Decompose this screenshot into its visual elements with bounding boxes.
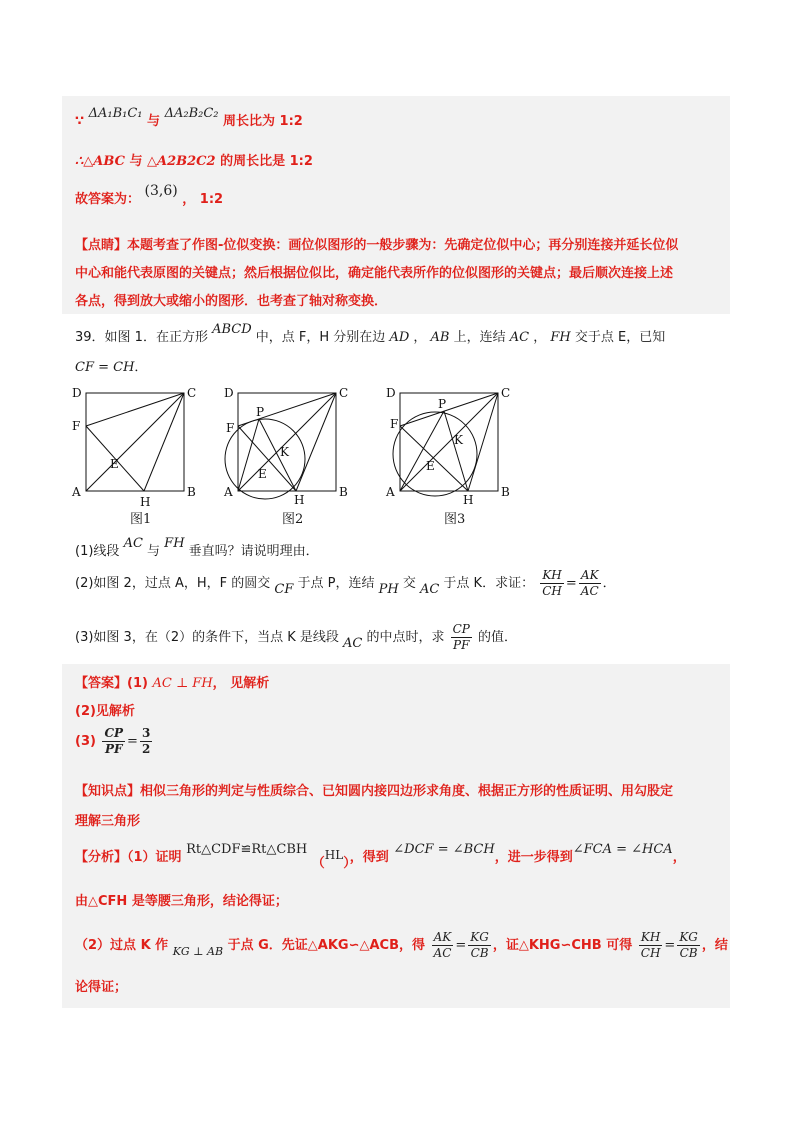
answer-label: 故答案为： bbox=[75, 192, 141, 207]
analysis-p2-b: 于点 G．先证△AKG∽△ACB，得 bbox=[223, 938, 430, 953]
q1-text-b: 与 bbox=[142, 544, 165, 559]
analysis-text-a: （1）证明 bbox=[127, 850, 182, 865]
answer-3-index: (3) bbox=[75, 734, 101, 749]
fig3-label-a: A bbox=[386, 485, 395, 499]
sep-1: ， bbox=[409, 330, 431, 345]
analysis-fraction-ak-ac bbox=[432, 930, 454, 961]
segment-ac: AC bbox=[509, 330, 530, 345]
analysis-p2-a: （2）过点 K 作 bbox=[75, 938, 173, 953]
fig2-label-p: P bbox=[256, 405, 265, 419]
q2-frac2-num: AK bbox=[579, 568, 601, 584]
fig1-label-f: F bbox=[72, 419, 81, 433]
note-line-3: 各点，得到放大或缩小的图形．也考查了轴对称变换． bbox=[75, 294, 388, 309]
q3-segment-ac: AC bbox=[343, 636, 363, 651]
analysis-fraction-kg-cb bbox=[468, 930, 491, 961]
q1-text-a: (1)线段 bbox=[75, 544, 124, 559]
q2-frac1-num: KH bbox=[540, 568, 564, 584]
problem-number: 39． bbox=[75, 330, 105, 345]
analysis-line-3 bbox=[75, 930, 728, 961]
figure-3-caption: 图3 bbox=[444, 512, 466, 527]
answer-line bbox=[75, 183, 224, 207]
triangle-a2b2c2: △A2B2C2 bbox=[147, 154, 216, 169]
analysis-frac3-den: CH bbox=[640, 946, 661, 960]
analysis-perpendicular: KG ⊥ AB bbox=[172, 945, 224, 958]
answer-3-fraction-left bbox=[102, 726, 125, 757]
fig3-label-e: E bbox=[426, 459, 435, 473]
answer-3-value-num: 3 bbox=[141, 726, 151, 740]
q2-text-b: 于点 P，连结 bbox=[293, 576, 379, 591]
question-2 bbox=[75, 568, 616, 599]
perimeter-ratio-text: 的周长比是 1:2 bbox=[215, 154, 313, 169]
fig3-label-b: B bbox=[501, 485, 510, 499]
intro-text-d: 交于点 E，已知 bbox=[570, 330, 666, 345]
q3-frac-den: PF bbox=[453, 638, 470, 652]
segment-fh: FH bbox=[550, 330, 571, 345]
fig1-label-d: D bbox=[72, 386, 82, 400]
knowledge-line-2: 理解三角形 bbox=[75, 814, 141, 829]
figure-3 bbox=[380, 380, 520, 510]
answer-3-num: CP bbox=[104, 726, 124, 740]
q2-segment-ac: AC bbox=[419, 582, 440, 597]
question-1 bbox=[75, 536, 319, 559]
given-line bbox=[75, 356, 147, 375]
q3-text-c: 的值． bbox=[473, 630, 518, 645]
analysis-paren-open: （ bbox=[311, 856, 325, 871]
analysis-frac4-den: CB bbox=[679, 946, 698, 960]
note-line-1: 【点睛】本题考查了作图-位似变换：画位似图形的一般步骤为：先确定位似中心；再分别连接并延长位似 bbox=[75, 238, 679, 253]
note-line-2: 中心和能代表原图的关键点；然后根据位似比，确定能代表所作的位似图形的关键点；最后顺次连接上述 bbox=[75, 266, 674, 281]
given-equation: CF = CH bbox=[75, 360, 135, 375]
analysis-equals-1: = bbox=[455, 938, 467, 953]
fig3-label-c: C bbox=[501, 386, 511, 400]
given-end: ． bbox=[134, 360, 148, 375]
q2-end: ． bbox=[602, 576, 616, 591]
answer-point: (3,6) bbox=[144, 183, 178, 199]
q2-text-d: 于点 K．求证： bbox=[439, 576, 535, 591]
figure-2-caption: 图2 bbox=[282, 512, 304, 527]
because-symbol: ∵ bbox=[75, 114, 85, 129]
q2-segment-cf: CF bbox=[274, 582, 294, 597]
side-ad: AD bbox=[389, 330, 410, 345]
fig1-label-h: H bbox=[140, 495, 151, 509]
side-ab: AB bbox=[430, 330, 450, 345]
fig3-label-k: K bbox=[454, 433, 463, 447]
q2-equals: = bbox=[565, 576, 577, 591]
triangle-2: ΔA₂B₂C₂ bbox=[164, 106, 219, 121]
ratio-text: 周长比为 1:2 bbox=[223, 114, 303, 129]
q1-text-c: 垂直吗？请说明理由． bbox=[184, 544, 319, 559]
question-3 bbox=[75, 622, 517, 653]
q1-segment-fh: FH bbox=[164, 536, 185, 551]
analysis-equals-2: = bbox=[664, 938, 676, 953]
intro-text-b: 中，点 F，H 分别在边 bbox=[251, 330, 390, 345]
analysis-angle-2: ∠FCA = ∠HCA bbox=[572, 842, 673, 857]
q2-frac1-den: CH bbox=[542, 584, 562, 598]
analysis-fraction-kh-ch bbox=[639, 930, 663, 961]
figure-1-caption: 图1 bbox=[130, 512, 152, 527]
analysis-frac2-num: KG bbox=[470, 930, 489, 944]
problem-intro bbox=[75, 322, 666, 345]
analysis-text-b: ，得到 bbox=[349, 850, 389, 865]
q2-frac2-den: AC bbox=[580, 584, 599, 598]
fig1-label-b: B bbox=[187, 485, 196, 499]
fig2-label-c: C bbox=[339, 386, 349, 400]
analysis-paren-close: ） bbox=[343, 856, 350, 871]
analysis-frac4-num: KG bbox=[679, 930, 698, 944]
fig2-label-a: A bbox=[224, 485, 233, 499]
q2-fraction-ak-ac bbox=[579, 568, 601, 599]
intro-text-a: 如图 1．在正方形 bbox=[104, 330, 213, 345]
q2-text-a: (2)如图 2，过点 A，H，F 的圆交 bbox=[75, 576, 275, 591]
q3-frac-num: CP bbox=[452, 622, 470, 636]
q2-segment-ph: PH bbox=[378, 582, 399, 597]
triangle-1: ΔA₁B₁C₁ bbox=[88, 106, 143, 121]
fig2-label-f: F bbox=[226, 421, 235, 435]
answer-2: (2)见解析 bbox=[75, 704, 135, 719]
answer-3-den: PF bbox=[104, 742, 123, 756]
answer-1-index: (1) bbox=[127, 676, 153, 691]
fig2-label-b: B bbox=[339, 485, 348, 499]
q1-segment-ac: AC bbox=[123, 536, 143, 551]
sep-2: ， bbox=[529, 330, 551, 345]
analysis-heading: 【分析】 bbox=[75, 850, 128, 865]
ratio-line bbox=[75, 106, 303, 129]
figure-1 bbox=[66, 380, 206, 510]
intro-text-c: 上，连结 bbox=[449, 330, 510, 345]
fig3-label-p: P bbox=[438, 397, 447, 411]
fig1-label-a: A bbox=[72, 485, 81, 499]
answer-heading: 【答案】 bbox=[75, 676, 128, 691]
with-text: 与 bbox=[147, 114, 161, 129]
analysis-frac3-num: KH bbox=[639, 930, 663, 946]
analysis-frac2-den: CB bbox=[470, 946, 489, 960]
answer-3 bbox=[75, 726, 154, 757]
answer-3-fraction-value bbox=[140, 726, 152, 757]
q3-text-b: 的中点时，求 bbox=[362, 630, 449, 645]
figure-2 bbox=[218, 380, 358, 510]
answer-3-equals: = bbox=[127, 734, 138, 749]
fig1-label-c: C bbox=[187, 386, 197, 400]
fig3-label-d: D bbox=[386, 386, 396, 400]
analysis-p2-d: ，结 bbox=[701, 938, 728, 953]
analysis-line-1 bbox=[75, 842, 686, 871]
analysis-frac1-num: AK bbox=[432, 930, 454, 946]
analysis-line-4: 论得证； bbox=[75, 980, 128, 995]
answer-1 bbox=[75, 672, 269, 691]
analysis-hl: HL bbox=[324, 848, 344, 862]
knowledge-line-1: 【知识点】相似三角形的判定与性质综合、已知圆内接四边形求角度、根据正方形的性质证明、用勾股定 bbox=[75, 784, 674, 799]
triangle-abc: ∴△ABC bbox=[75, 154, 125, 169]
fig1-label-e: E bbox=[110, 457, 119, 471]
with-text-2: 与 bbox=[124, 154, 147, 169]
q3-fraction-cp-pf bbox=[451, 622, 472, 653]
analysis-fraction-kg-cb-2 bbox=[677, 930, 700, 961]
analysis-p2-c: ，证△KHG∽CHB 可得 bbox=[492, 938, 637, 953]
answer-1-rest: ， 见解析 bbox=[212, 676, 270, 691]
answer-1-expression: AC ⊥ FH bbox=[152, 676, 213, 691]
fig3-label-f: F bbox=[390, 417, 399, 431]
analysis-congruence: Rt△CDF≌Rt△CBH bbox=[186, 842, 308, 857]
fig2-label-e: E bbox=[258, 467, 267, 481]
answer-3-value-den: 2 bbox=[141, 742, 151, 756]
fig2-label-k: K bbox=[280, 445, 289, 459]
analysis-text-d: ， bbox=[672, 850, 686, 865]
analysis-angle-1: ∠DCF = ∠BCH bbox=[393, 842, 495, 857]
q2-text-c: 交 bbox=[398, 576, 420, 591]
analysis-line-2: 由△CFH 是等腰三角形，结论得证； bbox=[75, 894, 288, 909]
fig3-label-h: H bbox=[463, 493, 474, 507]
square-name: ABCD bbox=[212, 322, 252, 337]
q2-fraction-kh-ch bbox=[540, 568, 564, 599]
analysis-frac1-den: AC bbox=[433, 946, 452, 960]
fig2-label-d: D bbox=[224, 386, 234, 400]
q3-text-a: (3)如图 3，在（2）的条件下，当点 K 是线段 bbox=[75, 630, 344, 645]
fig2-label-h: H bbox=[294, 493, 305, 507]
analysis-text-c: ，进一步得到 bbox=[494, 850, 573, 865]
answer-ratio: ， 1:2 bbox=[182, 192, 224, 207]
perimeter-ratio-line bbox=[75, 150, 313, 169]
